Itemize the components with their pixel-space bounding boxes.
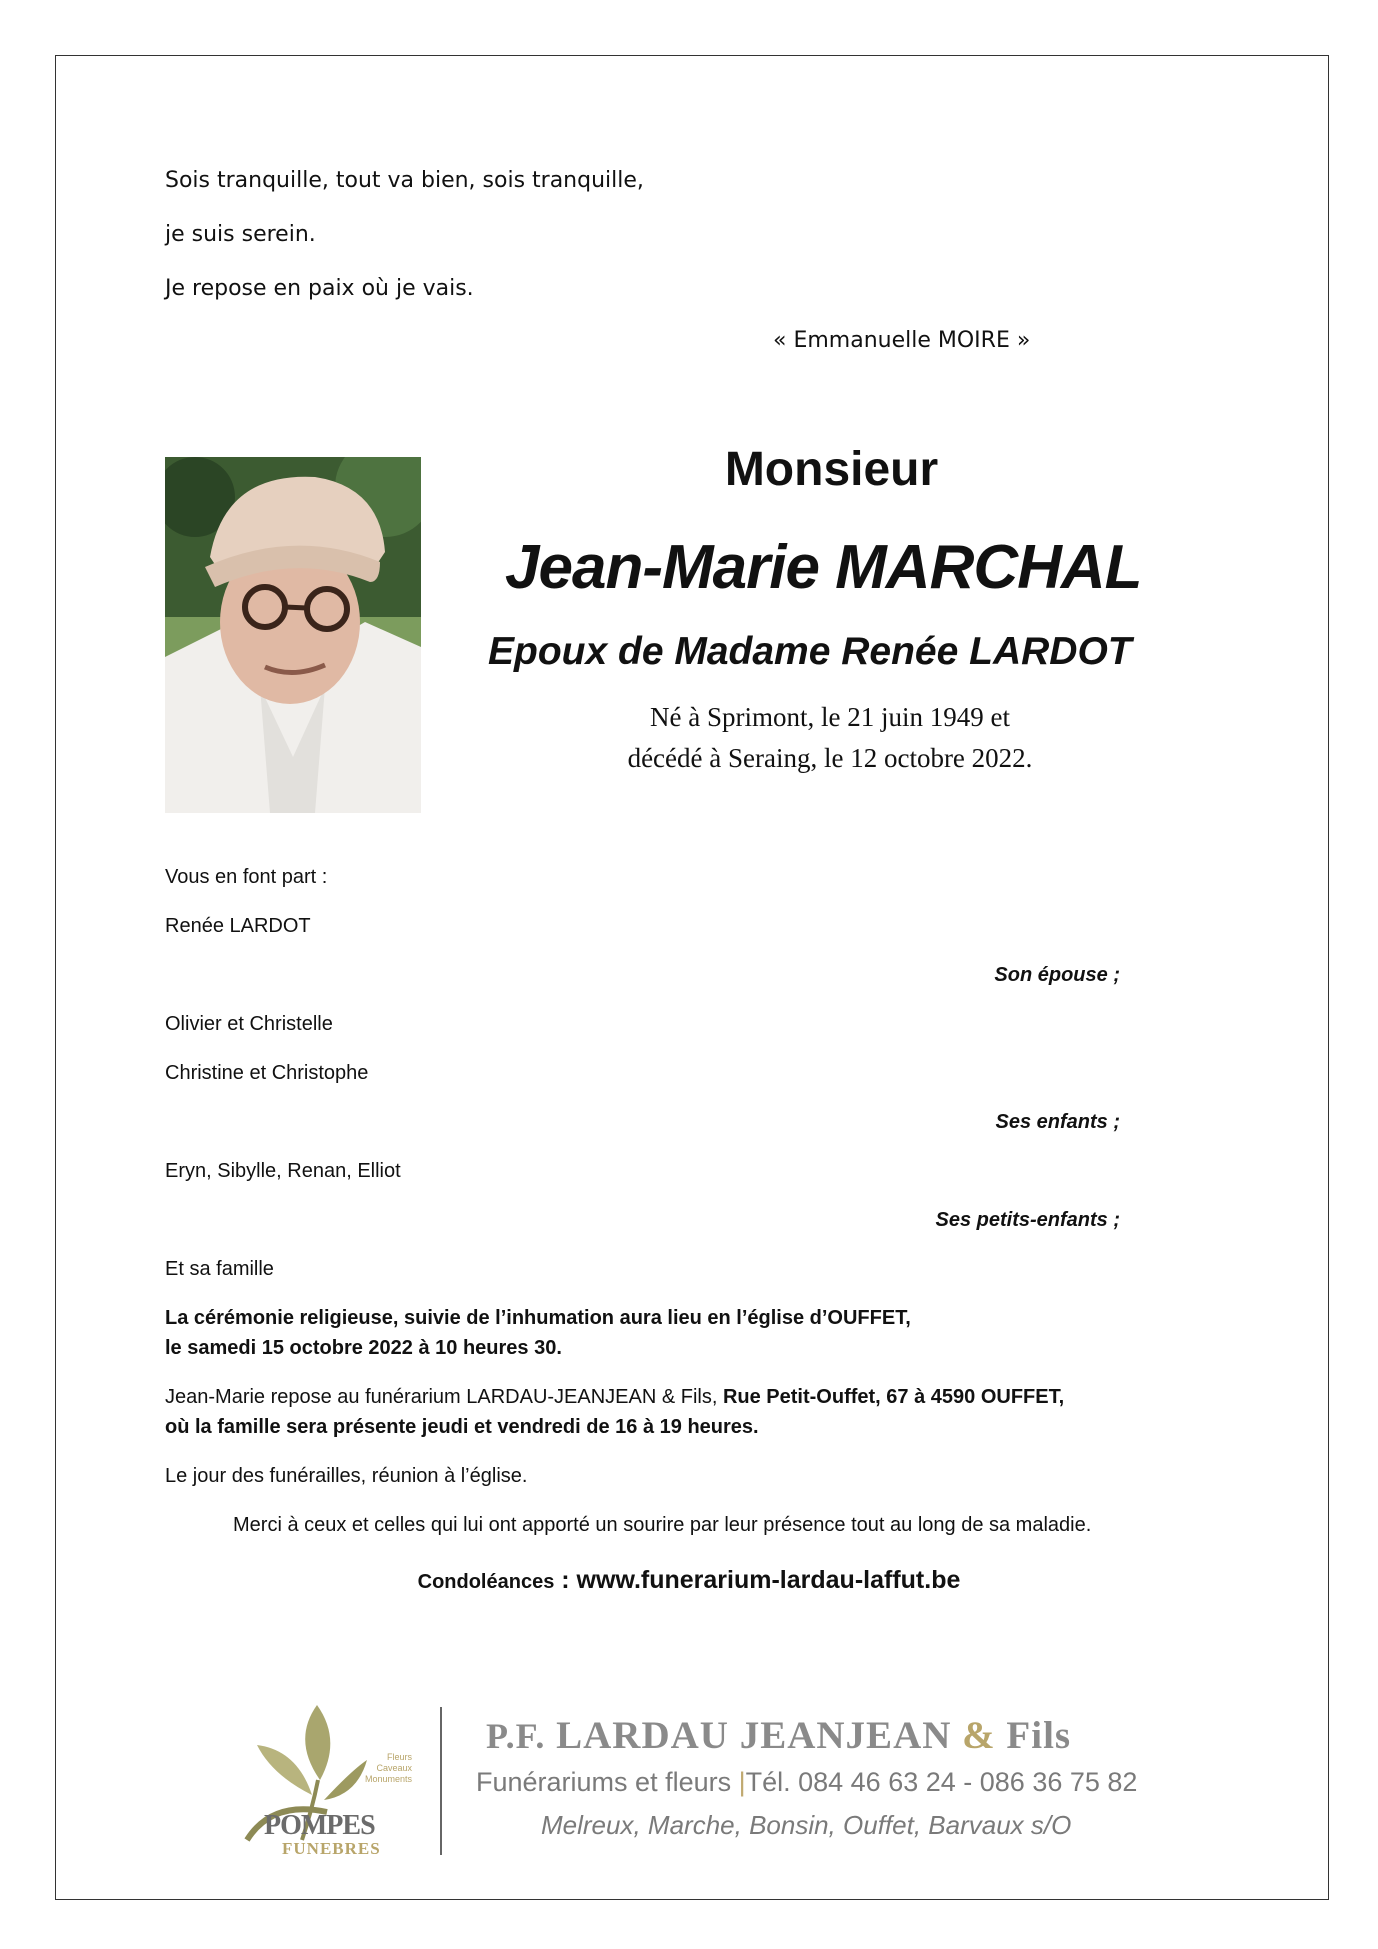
deceased-name: Jean-Marie MARCHAL (505, 533, 1142, 602)
reunion-line: Le jour des funérailles, réunion à l’église. (165, 1465, 528, 1487)
funerarium-line-1 (165, 1386, 1064, 1409)
poem-line-2: je suis serein. (165, 222, 316, 247)
funeral-home-contact (476, 1767, 1137, 1798)
condolences-line (0, 1566, 1378, 1595)
family-intro: Vous en font part : (165, 866, 328, 888)
logo-text-pompes: POMPES (264, 1810, 375, 1841)
child-line-2: Christine et Christophe (165, 1062, 369, 1084)
children-role: Ses enfants ; (995, 1111, 1120, 1133)
funerarium-address: Rue Petit-Ouffet, 67 à 4590 OUFFET, (722, 1386, 1065, 1408)
spouse-line: Epoux de Madame Renée LARDOT (488, 630, 1132, 673)
death-line: décédé à Seraing, le 12 octobre 2022. (627, 743, 1033, 773)
footer-divider (440, 1707, 442, 1855)
logo-tag-caveaux: Caveaux (376, 1763, 412, 1773)
ceremony-line-1: La cérémonie religieuse, suivie de l’inhumation aura lieu en l’église d’OUFFET, (165, 1307, 911, 1329)
contact-services: Funérariums et fleurs (476, 1767, 739, 1797)
salutation: Monsieur (724, 443, 939, 496)
contact-phones: Tél. 084 46 63 24 - 086 36 75 82 (745, 1767, 1138, 1797)
page-border (55, 55, 1329, 1900)
funeral-home-name (486, 1713, 1071, 1758)
spouse-role: Son épouse ; (994, 964, 1120, 986)
ceremony-line-2: le samedi 15 octobre 2022 à 10 heures 30. (165, 1337, 562, 1359)
condolences-separator: : (554, 1566, 577, 1594)
condolences-label: Condoléances (417, 1571, 555, 1593)
poem-line-1: Sois tranquille, tout va bien, sois tranquille, (165, 168, 644, 193)
funerarium-line-2: où la famille sera présente jeudi et vendredi de 16 à 19 heures. (165, 1416, 759, 1438)
contact-separator: | (738, 1767, 746, 1797)
logo-tag-monuments: Monuments (364, 1774, 412, 1784)
spouse-name: Renée LARDOT (165, 915, 311, 937)
thanks-line: Merci à ceux et celles qui lui ont apporté un sourire par leur présence tout au long de sa maladie. (233, 1514, 1092, 1536)
logo-text-funebres: FUNEBRES (282, 1839, 381, 1858)
brand-name: LARDAU JEANJEAN (545, 1714, 963, 1757)
brand-amp: & (962, 1714, 996, 1757)
funeral-home-logo (232, 1700, 437, 1862)
funerarium-prefix: Jean-Marie repose au funérarium LARDAU-JEANJEAN & Fils, (165, 1386, 723, 1408)
logo-tag-fleurs: Fleurs (386, 1752, 412, 1762)
grandchildren-role: Ses petits-enfants ; (935, 1209, 1120, 1231)
child-line-1: Olivier et Christelle (165, 1013, 333, 1035)
birth-line: Né à Sprimont, le 21 juin 1949 et (650, 702, 1010, 732)
brand-fils: Fils (995, 1714, 1072, 1757)
grandchildren-names: Eryn, Sibylle, Renan, Elliot (165, 1160, 401, 1182)
brand-pf: P.F. (486, 1716, 546, 1756)
poem-line-3: Je repose en paix où je vais. (165, 276, 474, 301)
condolences-url[interactable]: www.funerarium-lardau-laffut.be (576, 1566, 961, 1594)
portrait-photo (165, 457, 421, 813)
poem-author: « Emmanuelle MOIRE » (773, 328, 1031, 353)
family-line: Et sa famille (165, 1258, 274, 1280)
funeral-home-locations: Melreux, Marche, Bonsin, Ouffet, Barvaux s/O (541, 1810, 1072, 1840)
